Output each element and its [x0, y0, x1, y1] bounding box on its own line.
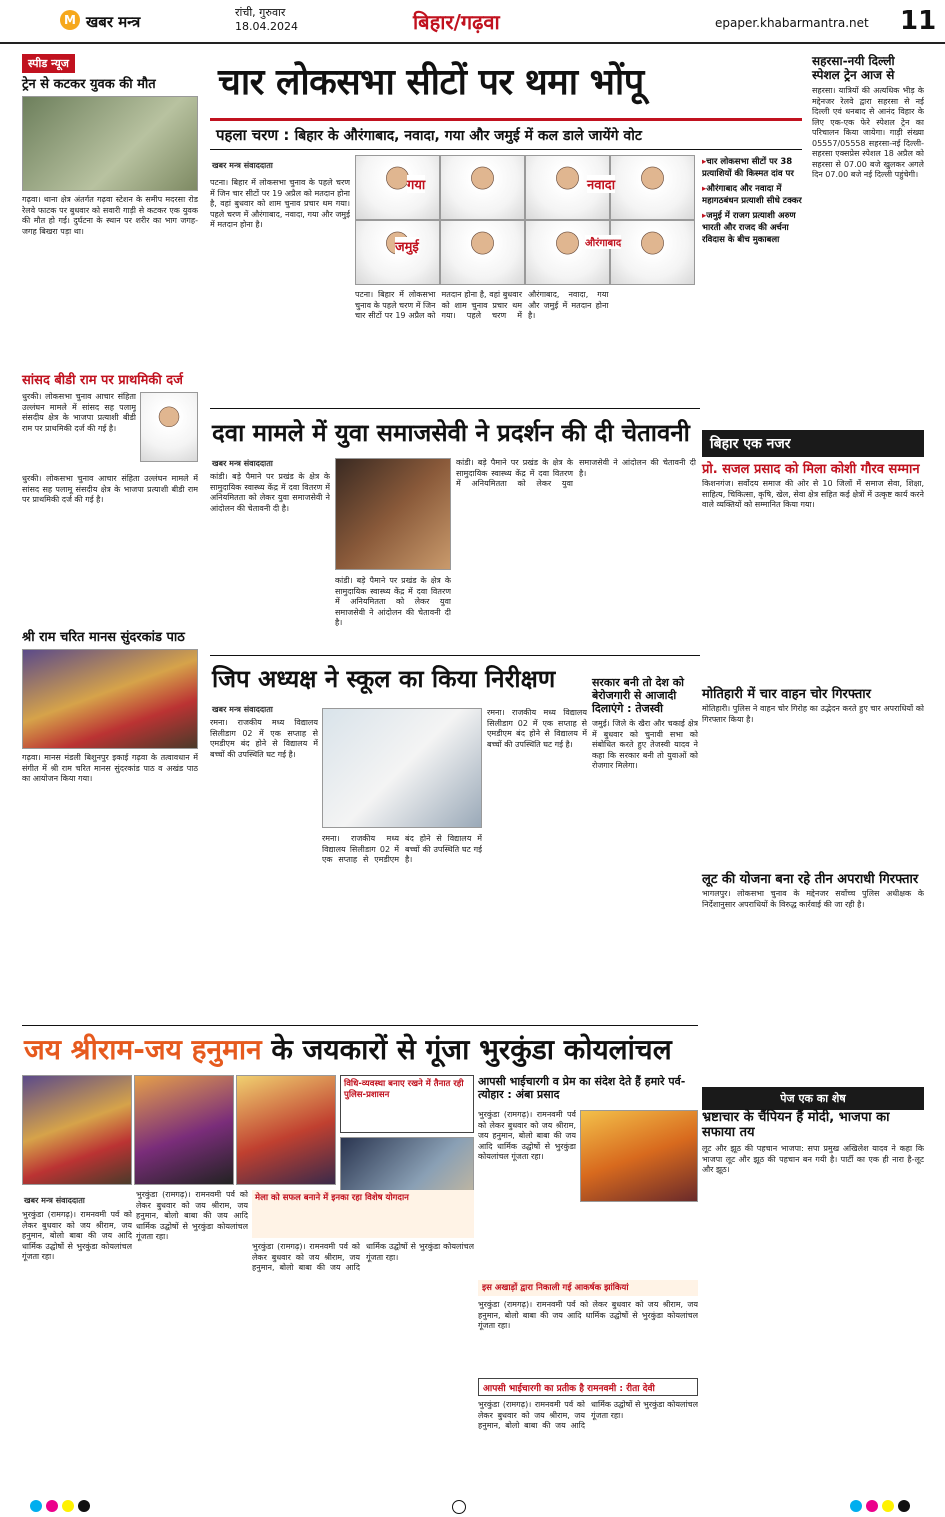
police-box [340, 1075, 474, 1133]
police-box-title: विधि-व्यवस्था बनाए रखने में तैनात रही पुलिस-प्रशासन [344, 1079, 464, 1100]
ram-navami-body: भुरकुंडा (रामगढ़)। रामनवमी पर्व को लेकर बुधवार को जय श्रीराम, जय हनुमान, बोलो बाबा की जय आदि धार्मिक उद्घोषों से भुरकुंडा कोयलांचल गूंजता रहा। [478, 1400, 698, 1430]
story-ramcharit-photo [22, 649, 198, 749]
story-mp-body: धुरकी। लोकसभा चुनाव आचार संहिता उल्लंघन मामले में सांसद सह पलामू संसदीय क्षेत्र के भाजपा प्रत्याशी बीडी राम पर प्राथमिकी दर्ज की गई है। [22, 392, 136, 433]
story2-body: कांडी। बड़े पैमाने पर प्रखंड के क्षेत्र के सामुदायिक स्वास्थ्य केंद्र में दवा वितरण में अनियमितता को लेकर युवा समाजसेवी ने आंदोलन की चेतावनी दी है। [210, 472, 330, 513]
story3-headline: जिप अध्यक्ष ने स्कूल का किया निरीक्षण [212, 665, 556, 693]
continued-body: लूट और झूठ की पहचान भाजपा: सपा प्रमुख अखिलेश यादव ने कहा कि भाजपा लूट और झूठ की पहचान बन गयी है। पार्टी का एक ही नारा है-लूट और झूठ। [702, 1144, 924, 1174]
story-train-title: ट्रेन से कटकर युवक की मौत [22, 77, 156, 92]
jhanki-title: इस अखाड़ों द्वारा निकाली गई आकर्षक झांकियां [482, 1283, 629, 1293]
tejashwi-story [592, 676, 698, 989]
city-day: रांची, गुरुवार [235, 6, 286, 19]
lead-headline: चार लोकसभा सीटों पर थमा भोंपू [218, 62, 644, 103]
bottom-body-col2: भुरकुंडा (रामगढ़)। रामनवमी पर्व को लेकर बुधवार को जय श्रीराम, जय हनुमान, बोलो बाबा की जय आदि धार्मिक उद्घोषों से भुरकुंडा कोयलांचल गूंजता रहा। [136, 1190, 248, 1241]
lead-byline: खबर मन्त्र संवाददाता [212, 161, 273, 170]
story3-byline: खबर मन्त्र संवाददाता [212, 705, 273, 714]
brand-name: खबर मन्त्र [86, 13, 141, 31]
nazar-story2-title: मोतिहारी में चार वाहन चोर गिरफ्तार [702, 687, 871, 702]
bihar-nazar-header: बिहार एक नजर [702, 430, 924, 457]
story2-caption: कांडी। बड़े पैमाने पर प्रखंड के क्षेत्र के सामुदायिक स्वास्थ्य केंद्र में दवा वितरण में अनियमितता को लेकर युवा समाजसेवी ने आंदोलन की चेतावनी दी है। [335, 576, 451, 627]
candidates-photo-grid [355, 155, 695, 285]
left-column [22, 52, 198, 963]
continued-title: भ्रष्टाचार के चैंपियन हैं मोदी, भाजपा का सफाया तय [702, 1110, 890, 1140]
bottom-body: भुरकुंडा (रामगढ़)। रामनवमी पर्व को लेकर बुधवार को जय श्रीराम, जय हनुमान, बोलो बाबा की जय आदि धार्मिक उद्घोषों से भुरकुंडा कोयलांचल गूंजता रहा। [22, 1210, 132, 1261]
bhaichara-story [478, 1075, 698, 1101]
strap-label: पहला चरण [216, 126, 279, 144]
photo-label-aurangabad: औरंगाबाद [585, 235, 621, 249]
story2-byline: खबर मन्त्र संवाददाता [212, 459, 273, 468]
highlight-item: ▸ औरंगाबाद और नवादा में महागठबंधन प्रत्याशी सीधे टक्कर [702, 183, 806, 207]
bhaichara-title: आपसी भाईचारगी व प्रेम का संदेश देते हैं हमारे पर्व-त्योहार : अंबा प्रसाद [478, 1075, 686, 1101]
bhaichara-photo [580, 1110, 698, 1202]
lead-body: पटना। बिहार में लोकसभा चुनाव के पहले चरण में जिन चार सीटों पर 19 अप्रैल को मतदान होना है, वहां बुधवार को शाम चुनाव प्रचार थम गया। पहले चरण में औरंगाबाद, नवादा, गया और जमुई में मतदान होना है। [210, 178, 350, 229]
story-ramcharit-body: गढ़वा। मानस मंडली बिशुनपुर इकाई गढ़वा के तत्वावधान में संगीत में श्री राम चरित मानस सुंदरकांड पाठ व अखंड पाठ का आयोजन किया गया। [22, 753, 198, 783]
lead-highlights [702, 156, 806, 396]
story-ramcharit-title: श्री राम चरित मानस सुंदरकांड पाठ [22, 630, 185, 645]
candidate-photo [440, 155, 525, 220]
photo-label-jamui: जमुई [395, 237, 419, 255]
continued-story [702, 1110, 924, 1504]
page-number: 11 [900, 6, 937, 36]
bhaichara-body: भुरकुंडा (रामगढ़)। रामनवमी पर्व को लेकर बुधवार को जय श्रीराम, जय हनुमान, बोलो बाबा की जय आदि धार्मिक उद्घोषों से भुरकुंडा कोयलांचल गूंजता रहा। [478, 1110, 576, 1161]
story-train-photo [22, 96, 198, 191]
speed-news-tag: स्पीड न्यूज [22, 54, 75, 73]
candidate-photo [610, 220, 695, 285]
nazar-story1-body: किशनगंज। सर्वोदय समाज की ओर से 10 जिलों में समाज सेवा, शिक्षा, साहित्य, चिकित्सा, कृषि, खेल, सेवा क्षेत्र सहित कई क्षेत्रों में उत्कृष्ट कार्य करने वाले व्यक्तियों को सम्मानित किया गया। [702, 479, 924, 509]
tejashwi-body: जमुई। जिले के खैरा और चकाई क्षेत्र में बुधवार को चुनावी सभा को संबोधित करते हुए तेजस्वी यादव ने कहा कि सरकार बनी तो युवाओं को रोजगार मिलेगा। [592, 719, 698, 770]
story2-headline: दवा मामले में युवा समाजसेवी ने प्रदर्शन की दी चेतावनी [212, 419, 690, 447]
story3-photo [322, 708, 482, 828]
dateline [235, 6, 298, 34]
highlight-item: ▸ जमुई में राजग प्रत्याशी अरुण भारती और राजद की अर्चना रविदास के बीच मुकाबला [702, 210, 806, 246]
story2-body-cont: कांडी। बड़े पैमाने पर प्रखंड के क्षेत्र के सामुदायिक स्वास्थ्य केंद्र में दवा वितरण में अनियमितता को लेकर युवा समाजसेवी ने आंदोलन की चेतावनी दी है। [456, 458, 696, 488]
candidate-photo [610, 155, 695, 220]
continued-tag: पेज एक का शेष [702, 1087, 924, 1110]
ram-navami-box [478, 1378, 698, 1396]
nazar-story2-body: मोतिहारी। पुलिस ने वाहन चोर गिरोह का उद्भेदन करते हुए चार अपराधियों को गिरफ्तार किया है। [702, 704, 924, 724]
candidate-photo [440, 220, 525, 285]
strap-text: बिहार के औरंगाबाद, नवादा, गया और जमुई में कल डाले जायेंगे वोट [294, 128, 642, 144]
bihar-nazar-column [702, 462, 924, 1059]
train-special-body: सहरसा। यात्रियों की अत्यधिक भीड़ के मद्देनजर रेलवे द्वारा सहरसा से नई दिल्ली एवं धनबाद से आनंद विहार के लिए एक-एक फेरे स्पेशल ट्रेन का परिचालन किया जायेगा। गाड़ी संख्या 05557/05558 सहरसा-नई दिल्ली-सहरसा एक्सप्रेस स्पेशल 18 अप्रैल को सहरसा से 07.00 बजे खुलकर अगले दिन 07.00 बजे नई दिल्ली पहुंचेगी। [812, 86, 924, 179]
registration-mark [866, 1500, 878, 1512]
banner-headline [24, 1030, 672, 1068]
bottom-body-col3: भुरकुंडा (रामगढ़)। रामनवमी पर्व को लेकर बुधवार को जय श्रीराम, जय हनुमान, बोलो बाबा की जय आदि धार्मिक उद्घोषों से भुरकुंडा कोयलांचल गूंजता रहा। [252, 1242, 474, 1272]
story3-body-cont: रमना। राजकीय मध्य विद्यालय सिलीडाग 02 में एक सप्ताह से एमडीएम बंद होने से विद्यालय में बच्चों की उपस्थिति घट गई है। [322, 834, 482, 864]
procession-photo [236, 1075, 336, 1185]
banner-part1: जय श्रीराम-जय हनुमान [24, 1033, 262, 1066]
highlight-item: ▸ चार लोकसभा सीटों पर 38 प्रत्याशियों की किस्मत दांव पर [702, 156, 806, 180]
train-special-title: सहरसा-नयी दिल्ली स्पेशल ट्रेन आज से [812, 54, 895, 82]
jhanki-body: भुरकुंडा (रामगढ़)। रामनवमी पर्व को लेकर बुधवार को जय श्रीराम, जय हनुमान, बोलो बाबा की जय आदि धार्मिक उद्घोषों से भुरकुंडा कोयलांचल गूंजता रहा। [478, 1300, 698, 1330]
story3-body: रमना। राजकीय मध्य विद्यालय सिलीडाग 02 में एक सप्ताह से एमडीएम बंद होने से विद्यालय में बच्चों की उपस्थिति घट गई है। [210, 718, 318, 759]
lead-body-cont: पटना। बिहार में लोकसभा चुनाव के पहले चरण में जिन चार सीटों पर 19 अप्रैल को मतदान होना है, वहां बुधवार को शाम चुनाव प्रचार थम गया। पहले चरण में औरंगाबाद, नवादा, गया और जमुई में मतदान होना है। [355, 290, 609, 320]
mela-box [252, 1190, 474, 1238]
mp-portrait [140, 392, 198, 462]
ram-navami-title: आपसी भाईचारगी का प्रतीक है रामनवमी : रीता देवी [483, 1384, 655, 1394]
story-mp-title: सांसद बीडी राम पर प्राथमिकी दर्ज [22, 373, 183, 388]
registration-mark [78, 1500, 90, 1512]
procession-photo [22, 1075, 132, 1185]
jhanki-box [478, 1280, 698, 1296]
photo-label-gaya: गया [407, 175, 425, 193]
story2-photo [335, 458, 451, 570]
registration-mark [30, 1500, 42, 1512]
crosshair-mark [452, 1500, 466, 1514]
mela-title: मेला को सफल बनाने में इनका रहा विशेष योगदान [255, 1193, 409, 1203]
registration-mark [898, 1500, 910, 1512]
lead-strap: पहला चरण : बिहार के औरंगाबाद, नवादा, गया और जमुई में कल डाले जायेंगे वोट [210, 118, 802, 150]
issue-date: 18.04.2024 [235, 20, 298, 33]
epaper-link[interactable]: epaper.khabarmantra.net [715, 16, 869, 30]
procession-photo [134, 1075, 234, 1185]
brand-logo-icon: M [60, 10, 80, 30]
tejashwi-title: सरकार बनी तो देश को बेरोजगारी से आजादी दिलाएंगे : तेजस्वी [592, 676, 685, 715]
candidate-photo [355, 155, 440, 220]
story3-body-col3: रमना। राजकीय मध्य विद्यालय सिलीडाग 02 में एक सप्ताह से एमडीएम बंद होने से विद्यालय में बच्चों की उपस्थिति घट गई है। [487, 708, 587, 749]
registration-mark [850, 1500, 862, 1512]
candidate-photo [525, 220, 610, 285]
bottom-byline: खबर मन्त्र संवाददाता [24, 1196, 85, 1205]
right-top-story [812, 54, 924, 376]
story-mp-body-cont: धुरकी। लोकसभा चुनाव आचार संहिता उल्लंघन मामले में सांसद सह पलामू संसदीय क्षेत्र के भाजपा प्रत्याशी बीडी राम पर प्राथमिकी दर्ज की गई है। [22, 474, 198, 504]
banner-part2: के जयकारों से गूंजा भुरकुंडा कोयलांचल [271, 1033, 672, 1066]
nazar-story1-title: प्रो. सजल प्रसाद को मिला कोशी गौरव सम्मान [702, 462, 920, 477]
registration-mark [46, 1500, 58, 1512]
story-train-body: गढ़वा। थाना क्षेत्र अंतर्गत गढ़वा स्टेशन के समीप मदरसा रोड रेलवे फाटक पर बुधवार को सवारी गाड़ी से कटकर एक युवक की मौत हो गई। दुर्घटना के स्थान पर शरीर का भाग जगह-जगह बिखरा पड़ा था। [22, 195, 198, 236]
registration-mark [62, 1500, 74, 1512]
section-title: बिहार/गढ़वा [413, 10, 500, 34]
nazar-story3-body: भागलपुर। लोकसभा चुनाव के मद्देनजर सर्वोच्च पुलिस अधीक्षक के निर्देशानुसार अपराधियों के विरुद्ध कार्रवाई की जा रही है। [702, 889, 924, 909]
nazar-story3-title: लूट की योजना बना रहे तीन अपराधी गिरफ्तार [702, 872, 919, 887]
registration-mark [882, 1500, 894, 1512]
photo-label-nawada: नवादा [587, 175, 615, 193]
